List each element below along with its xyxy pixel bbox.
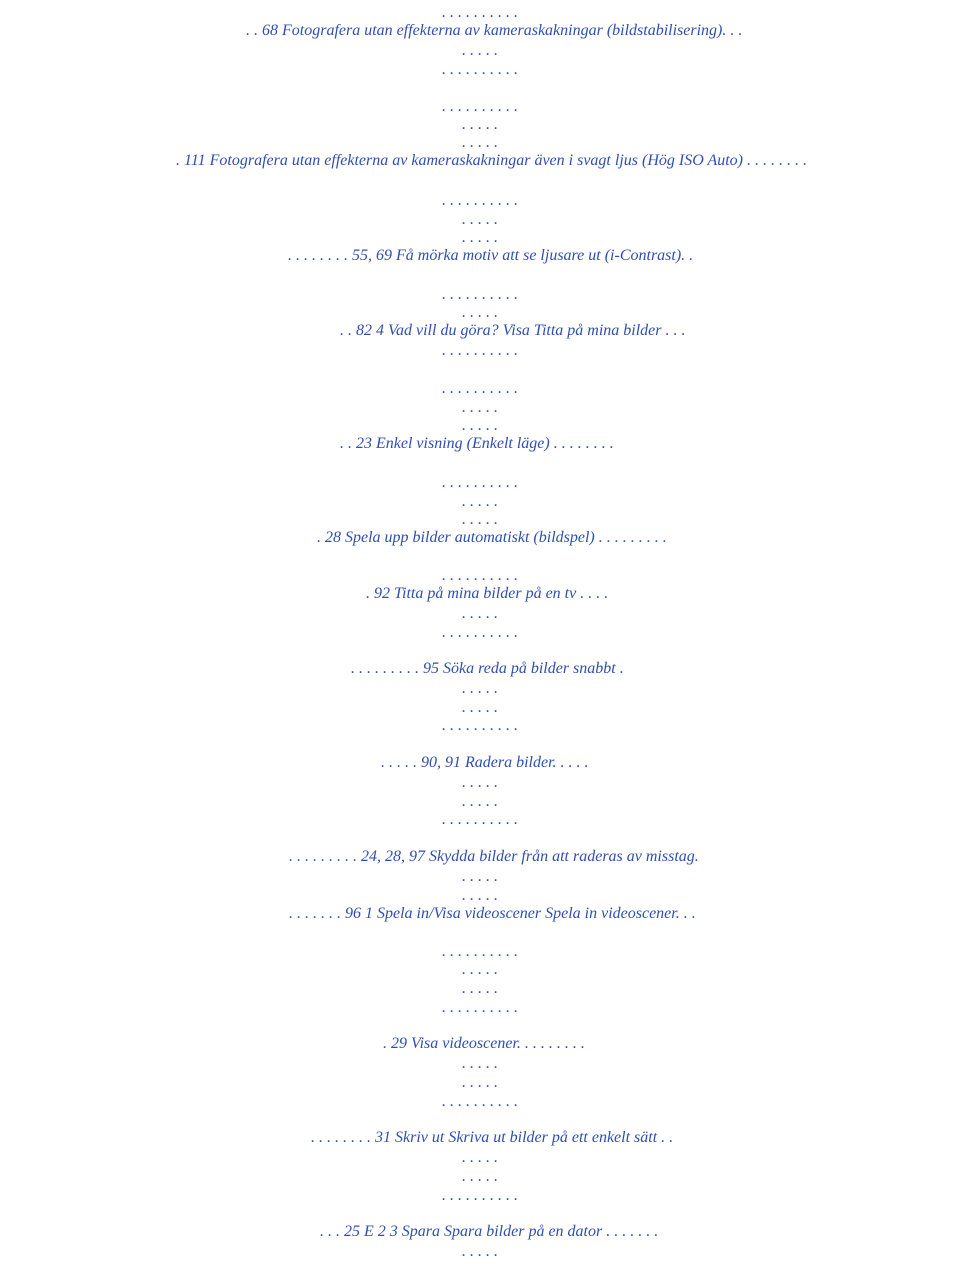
dot-leader: . . . . . bbox=[462, 774, 498, 791]
index-entry: . . . . . 90, 91 Radera bilder. . . . . bbox=[381, 754, 589, 771]
dot-leader: . . . . . . . . . . bbox=[442, 380, 518, 397]
dot-leader: . . . . . bbox=[462, 229, 498, 246]
dot-leader: . . . . . bbox=[462, 1149, 498, 1166]
index-entry: . . . . . . . 96 1 Spela in/Visa videoscener Spela in videoscener. . . bbox=[289, 905, 696, 922]
dot-leader: . . . . . . . . . . bbox=[442, 999, 518, 1016]
index-entry: . . . . . . . . . 95 Söka reda på bilder snabbt . bbox=[351, 660, 624, 677]
dot-leader: . . . . . bbox=[462, 868, 498, 885]
dot-leader: . . . . . bbox=[462, 961, 498, 978]
dot-leader: . . . . . bbox=[462, 699, 498, 716]
dot-leader: . . . . . bbox=[462, 211, 498, 228]
dot-leader: . . . . . . . . . . bbox=[442, 1187, 518, 1204]
index-entry: . 92 Titta på mina bilder på en tv . . . . bbox=[366, 585, 609, 602]
dot-leader: . . . . . . . . . . bbox=[442, 717, 518, 734]
dot-leader: . . . . . . . . . . bbox=[442, 286, 518, 303]
index-entry: . . 82 4 Vad vill du göra? Visa Titta på mina bilder . . . bbox=[340, 322, 686, 339]
index-entry: . . . 25 E 2 3 Spara Spara bilder på en dator . . . . . . . bbox=[320, 1223, 659, 1240]
dot-leader: . . . . . bbox=[462, 1168, 498, 1185]
dot-leader: . . . . . bbox=[462, 134, 498, 151]
dot-leader: . . . . . . . . . . bbox=[442, 943, 518, 960]
dot-leader: . . . . . . . . . . bbox=[442, 811, 518, 828]
index-entry: . . 68 Fotografera utan effekterna av kameraskakningar (bildstabilisering). . . bbox=[246, 22, 743, 39]
dot-leader: . . . . . bbox=[462, 980, 498, 997]
dot-leader: . . . . . bbox=[462, 511, 498, 528]
dot-leader: . . . . . . . . . . bbox=[442, 342, 518, 359]
index-entry: . 111 Fotografera utan effekterna av kameraskakningar även i svagt ljus (Hög ISO Auto) . . . . . . . . bbox=[176, 152, 808, 169]
dot-leader: . . . . . bbox=[462, 116, 498, 133]
dot-leader: . . . . . bbox=[462, 42, 498, 59]
dot-leader: . . . . . . . . . . bbox=[442, 1093, 518, 1110]
dot-leader: . . . . . bbox=[462, 887, 498, 904]
dot-leader: . . . . . bbox=[462, 680, 498, 697]
dot-leader: . . . . . bbox=[462, 1243, 498, 1260]
dot-leader: . . . . . bbox=[462, 304, 498, 321]
dot-leader: . . . . . . . . . . bbox=[442, 474, 518, 491]
dot-leader: . . . . . . . . . . bbox=[442, 567, 518, 584]
dot-leader: . . . . . . . . . . bbox=[442, 4, 518, 21]
dot-leader: . . . . . bbox=[462, 399, 498, 416]
dot-leader: . . . . . bbox=[462, 793, 498, 810]
index-entry: . . . . . . . . . 24, 28, 97 Skydda bilder från att raderas av misstag. bbox=[289, 848, 699, 865]
index-entry: . . . . . . . . 31 Skriv ut Skriva ut bilder på ett enkelt sätt . . bbox=[311, 1129, 674, 1146]
dot-leader: . . . . . bbox=[462, 493, 498, 510]
dot-leader: . . . . . . . . . . bbox=[442, 624, 518, 641]
dot-leader: . . . . . bbox=[462, 1074, 498, 1091]
dot-leader: . . . . . . . . . . bbox=[442, 61, 518, 78]
dot-leader: . . . . . bbox=[462, 1055, 498, 1072]
dot-leader: . . . . . bbox=[462, 605, 498, 622]
dot-leader: . . . . . . . . . . bbox=[442, 98, 518, 115]
index-entry: . 28 Spela upp bilder automatiskt (bildspel) . . . . . . . . . bbox=[317, 529, 667, 546]
dot-leader: . . . . . bbox=[462, 417, 498, 434]
dot-leader: . . . . . . . . . . bbox=[442, 192, 518, 209]
index-entry: . 29 Visa videoscener. . . . . . . . . bbox=[383, 1035, 585, 1052]
index-entry: . . 23 Enkel visning (Enkelt läge) . . . . . . . . bbox=[340, 435, 614, 452]
index-entry: . . . . . . . . 55, 69 Få mörka motiv att se ljusare ut (i-Contrast). . bbox=[288, 247, 694, 264]
